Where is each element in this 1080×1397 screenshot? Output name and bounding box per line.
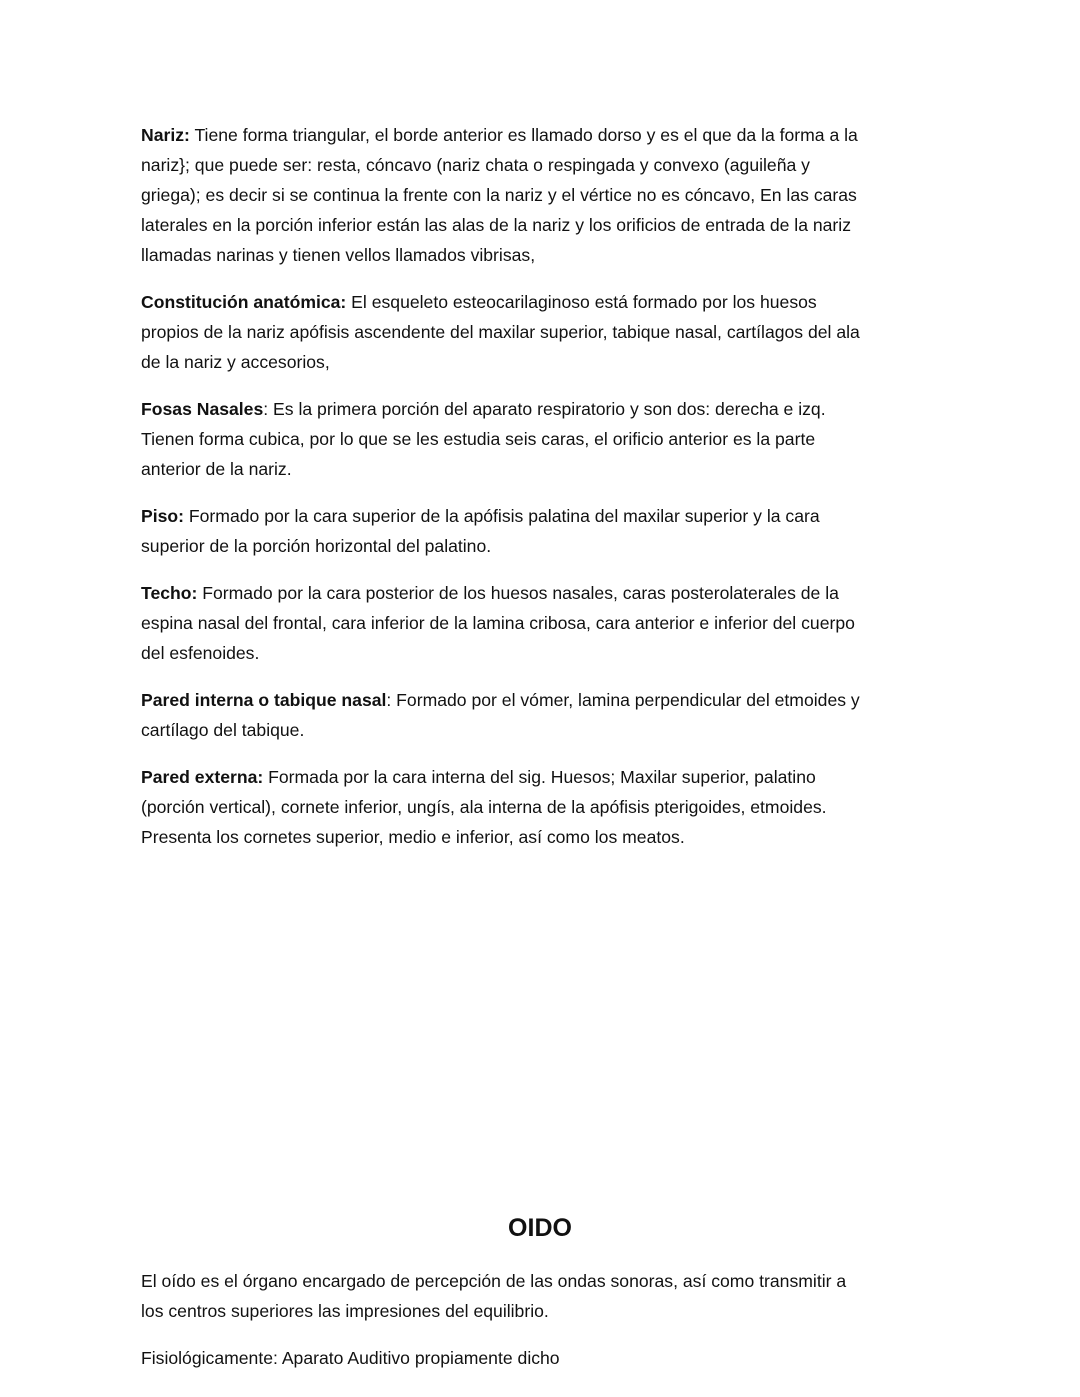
section-heading-oido: OIDO — [508, 1214, 572, 1242]
text-line: nariz}; que puede ser: resta, cóncavo (nariz chata o respingada y convexo (aguileña y — [141, 155, 810, 175]
oido-section — [141, 1266, 941, 1390]
paragraph-pared-interna — [141, 685, 941, 745]
text-line: Formado por la cara posterior de los huesos nasales, caras posterolaterales de la — [197, 583, 839, 603]
term-label: Piso: — [141, 506, 185, 526]
text-line: propios de la nariz apófisis ascendente del maxilar superior, tabique nasal, cartílagos del ala — [141, 322, 860, 342]
paragraph-piso — [141, 501, 941, 561]
text-line: Presenta los cornetes superior, medio e inferior, así como los meatos. — [141, 827, 685, 847]
paragraph-oido-intro — [141, 1266, 941, 1326]
term-label: Constitución anatómica: — [141, 292, 347, 312]
term-label: Pared interna o tabique nasal — [141, 690, 387, 710]
paragraph-nariz — [141, 120, 941, 270]
nariz-section — [141, 120, 941, 869]
paragraph-pared-externa — [141, 762, 941, 852]
term-label: Pared externa: — [141, 767, 264, 787]
term-label: Techo: — [141, 583, 198, 603]
paragraph-constitucion — [141, 287, 941, 377]
text-line: El oído es el órgano encargado de percepción de las ondas sonoras, así como transmitir a — [141, 1271, 847, 1291]
text-line: laterales en la porción inferior están las alas de la nariz y los orificios de entrada de la nariz — [141, 215, 851, 235]
paragraph-fosas-nasales — [141, 394, 941, 484]
text-line: Formada por la cara interna del sig. Huesos; Maxilar superior, palatino — [263, 767, 816, 787]
text-line: El esqueleto esteocarilaginoso está formado por los huesos — [346, 292, 817, 312]
text-line: los centros superiores las impresiones del equilibrio. — [141, 1301, 549, 1321]
text-line: Fisiológicamente: Aparato Auditivo propiamente dicho — [141, 1348, 560, 1368]
term-label: Nariz: — [141, 125, 190, 145]
text-line: griega); es decir si se continua la frente con la nariz y el vértice no es cóncavo, En las caras — [141, 185, 857, 205]
text-line: llamadas narinas y tienen vellos llamados vibrisas, — [141, 245, 536, 265]
text-line: de la nariz y accesorios, — [141, 352, 330, 372]
text-line: : Es la primera porción del aparato respiratorio y son dos: derecha e izq. — [263, 399, 826, 419]
text-line: del esfenoides. — [141, 643, 260, 663]
text-line: anterior de la nariz. — [141, 459, 292, 479]
text-line: cartílago del tabique. — [141, 720, 305, 740]
text-line: (porción vertical), cornete inferior, ungís, ala interna de la apófisis pterigoides, etmoides. — [141, 797, 827, 817]
paragraph-fisiologicamente — [141, 1343, 941, 1373]
text-line: Formado por la cara superior de la apófisis palatina del maxilar superior y la cara — [184, 506, 820, 526]
text-line: superior de la porción horizontal del palatino. — [141, 536, 492, 556]
text-line: : Formado por el vómer, lamina perpendicular del etmoides y — [386, 690, 860, 710]
text-line: espina nasal del frontal, cara inferior de la lamina cribosa, cara anterior e inferior del cuerpo — [141, 613, 855, 633]
text-line: Tiene forma triangular, el borde anterior es llamado dorso y es el que da la forma a la — [189, 125, 858, 145]
text-line: Tienen forma cubica, por lo que se les estudia seis caras, el orificio anterior es la parte — [141, 429, 816, 449]
term-label: Fosas Nasales — [141, 399, 264, 419]
paragraph-techo — [141, 578, 941, 668]
